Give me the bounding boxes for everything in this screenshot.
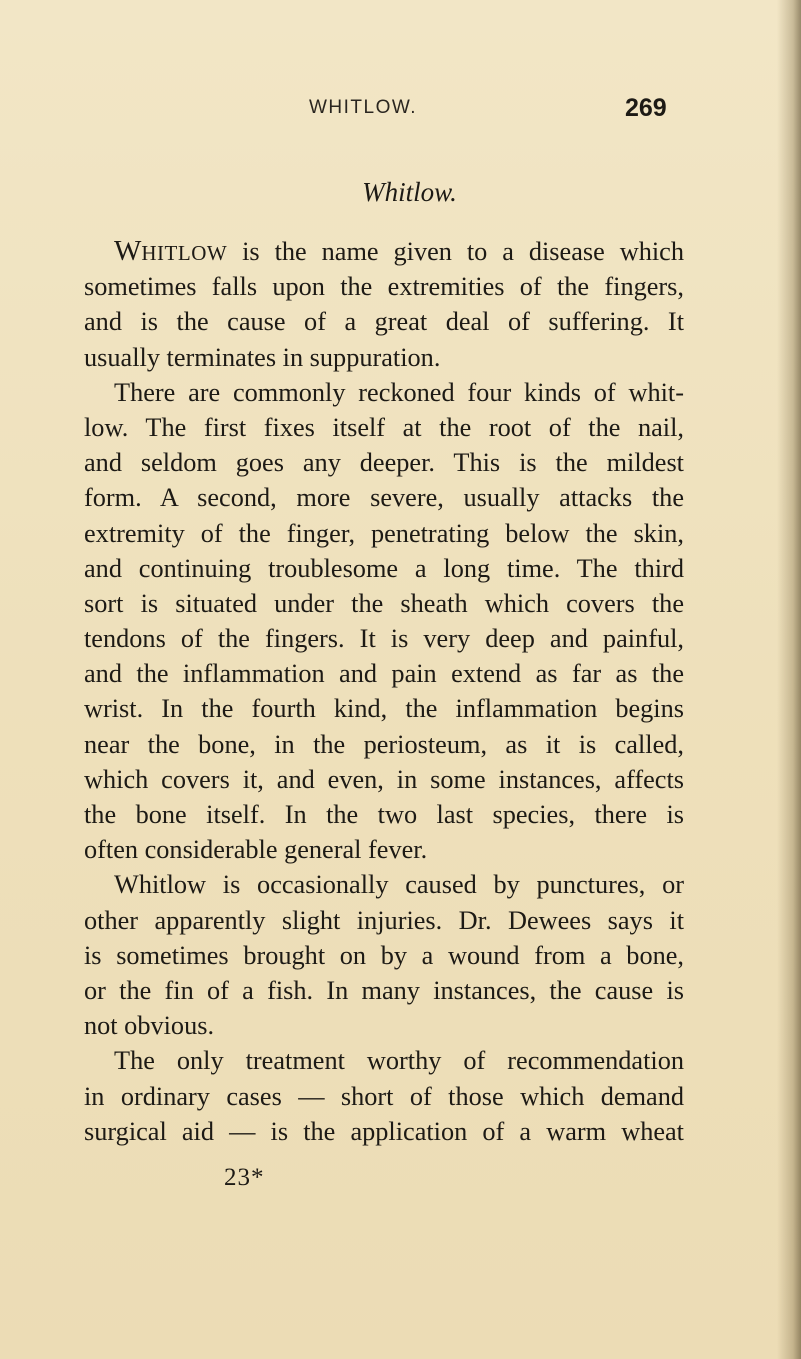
chapter-title: Whitlow. bbox=[362, 177, 457, 207]
text-line: and seldom goes any deeper. This is the mildest bbox=[84, 448, 684, 478]
text-line: not obvious. bbox=[84, 1011, 215, 1041]
text-line: surgical aid — is the application of a warm wheat bbox=[84, 1116, 684, 1146]
text-line: usually terminates in suppuration. bbox=[84, 342, 441, 372]
text-line: tendons of the fingers. It is very deep and painful, bbox=[84, 624, 684, 654]
text-line: often considerable general fever. bbox=[84, 835, 428, 865]
page-number: 269 bbox=[625, 94, 667, 122]
signature-mark: 23* bbox=[224, 1164, 265, 1191]
running-head-title: WHITLOW. bbox=[309, 97, 418, 118]
line-text: is the name given to a disease which bbox=[227, 237, 684, 266]
smallcaps-word: HITLOW bbox=[141, 241, 228, 265]
running-head bbox=[0, 94, 801, 133]
text-line: wrist. In the fourth kind, the inflammation begins bbox=[84, 694, 684, 724]
drop-initial: W bbox=[114, 235, 142, 267]
text-line: other apparently slight injuries. Dr. Dewees says it bbox=[84, 905, 684, 935]
text-line bbox=[84, 234, 684, 269]
text-line: form. A second, more severe, usually attacks the bbox=[84, 483, 684, 513]
text-line: There are commonly reckoned four kinds of whit- bbox=[114, 377, 684, 407]
text-line: and the inflammation and pain extend as far as the bbox=[84, 659, 684, 689]
text-line: sort is situated under the sheath which covers the bbox=[84, 588, 684, 618]
text-line: sometimes falls upon the extremities of the fingers, bbox=[84, 272, 684, 302]
text-line: and is the cause of a great deal of suffering. It bbox=[84, 307, 684, 337]
text-line: which covers it, and even, in some instances, affects bbox=[84, 764, 684, 794]
body-text bbox=[84, 234, 684, 1149]
text-line: the bone itself. In the two last species, there is bbox=[84, 800, 684, 829]
text-line: near the bone, in the periosteum, as it is called, bbox=[84, 729, 684, 759]
text-line: is sometimes brought on by a wound from a bone, bbox=[84, 940, 684, 970]
text-line: The only treatment worthy of recommendation bbox=[114, 1046, 684, 1076]
text-line: low. The first fixes itself at the root of the nail, bbox=[84, 412, 684, 442]
text-line: Whitlow is occasionally caused by punctures, or bbox=[114, 870, 684, 900]
text-line: in ordinary cases — short of those which demand bbox=[84, 1081, 684, 1111]
text-line: extremity of the finger, penetrating below the skin, bbox=[84, 518, 684, 548]
text-line: and continuing troublesome a long time. The third bbox=[84, 553, 684, 583]
text-line: or the fin of a fish. In many instances, the cause is bbox=[84, 975, 684, 1005]
